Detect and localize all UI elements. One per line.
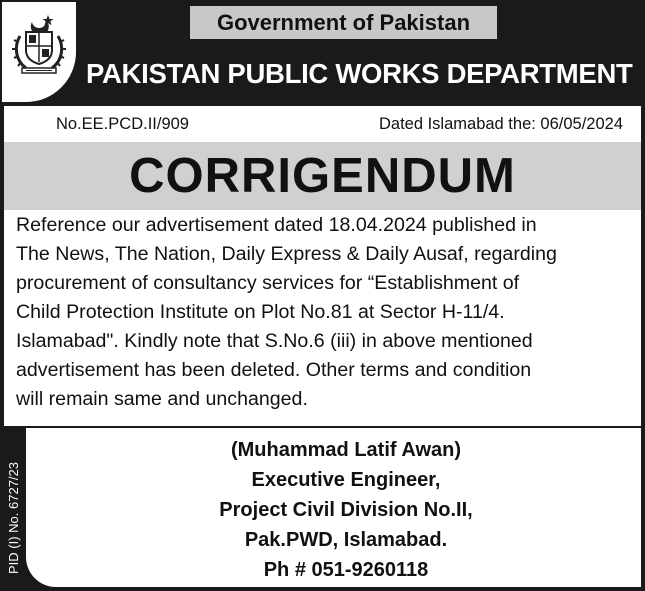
pid-number: PID (I) No. 6727/23 bbox=[6, 462, 21, 574]
department-title: PAKISTAN PUBLIC WORKS DEPARTMENT bbox=[86, 58, 633, 89]
notice-body bbox=[4, 210, 641, 426]
body-line: will remain same and unchanged. bbox=[16, 388, 308, 410]
reference-number: No.EE.PCD.II/909 bbox=[56, 115, 189, 133]
signatory-office: Pak.PWD, Islamabad. bbox=[244, 529, 448, 551]
signatory-name: (Muhammad Latif Awan) bbox=[230, 439, 461, 461]
signatory-designation: Executive Engineer, bbox=[251, 469, 441, 491]
body-line: procurement of consultancy services for “Establishment of bbox=[16, 272, 520, 294]
body-line: advertisement has been deleted. Other terms and condition bbox=[16, 359, 532, 381]
body-line: Child Protection Institute on Plot No.81 at Sector H-11/4. bbox=[16, 301, 505, 323]
signatory-division: Project Civil Division No.II, bbox=[219, 499, 473, 521]
body-line: The News, The Nation, Daily Express & Daily Ausaf, regarding bbox=[16, 243, 557, 265]
signature-block bbox=[26, 428, 641, 587]
government-title: Government of Pakistan bbox=[190, 6, 497, 39]
body-line: Islamabad". Kindly note that S.No.6 (iii) in above mentioned bbox=[16, 330, 533, 352]
signatory-phone: Ph # 051-9260118 bbox=[263, 559, 429, 581]
reference-row bbox=[4, 106, 641, 142]
notice-title: CORRIGENDUM bbox=[4, 142, 641, 210]
reference-date: Dated Islamabad the: 06/05/2024 bbox=[378, 115, 623, 133]
body-line: Reference our advertisement dated 18.04.2024 published in bbox=[16, 214, 537, 236]
pakistan-state-emblem-icon bbox=[10, 12, 68, 76]
emblem-panel bbox=[2, 2, 76, 102]
